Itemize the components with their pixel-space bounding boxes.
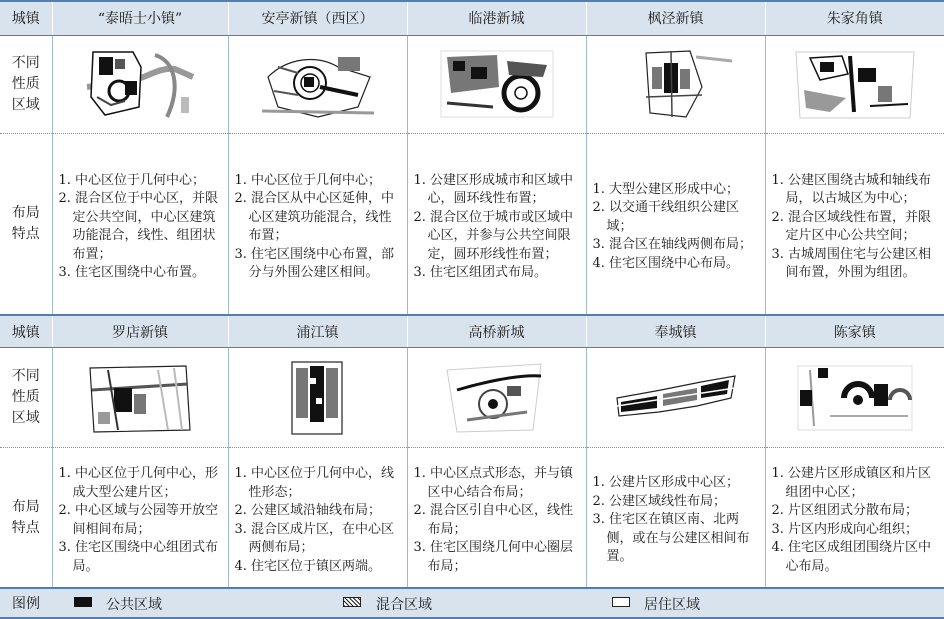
header-label: 城镇 [0, 1, 52, 35]
map-row-bottom [0, 348, 944, 448]
row-label-layout: 布局 特点 [0, 448, 52, 588]
feature-item: 1. 公建区围绕古城和轴线布局，以古城区为中心； [771, 172, 932, 207]
feature-item: 1. 中心区位于几何中心，形成大型公建片区； [58, 466, 219, 500]
feature-item: 3. 古城周围住宅与公建区相间布置，外围为组团。 [771, 246, 932, 281]
feature-item: 3. 混合区在轴线两侧布局； [592, 237, 753, 253]
town-map-image [790, 360, 920, 436]
legend-label: 居住区域 [644, 596, 700, 613]
feature-item: 3. 住宅区围绕中心布置。 [58, 265, 206, 281]
feature-item: 2. 以交通干线组织公建区域； [592, 200, 740, 234]
feature-item: 1. 公建片区形成镇区和片区组团中心区； [771, 466, 932, 500]
town-name: 奉城镇 [586, 315, 765, 347]
map-thumbnail [765, 35, 944, 133]
feature-item: 1. 大型公建区形成中心； [592, 181, 740, 197]
town-map-image [437, 360, 557, 436]
feature-item: 2. 混合区位于城市或区域中心区，并参与公共空间限定，圆环形线性布置； [413, 209, 574, 262]
map-thumbnail [228, 348, 407, 448]
town-map-image [616, 47, 736, 121]
town-name: 临港新城 [407, 1, 586, 35]
town-map-image [78, 360, 202, 436]
map-thumbnail [407, 348, 586, 448]
feature-item: 2. 公建区域沿轴线布局； [234, 503, 382, 519]
feature-item: 1. 公建片区形成中心区； [592, 475, 740, 491]
feature-item: 3. 混合区成片区，在中心区两侧布局； [234, 521, 395, 556]
map-thumbnail [407, 35, 586, 133]
feature-item: 4. 住宅区成组团围绕片区中心布局。 [771, 540, 932, 574]
town-features [407, 448, 586, 588]
map-row-top [0, 35, 944, 133]
town-map-image [278, 358, 358, 438]
feature-item: 2. 混合区域线性布置，并限定片区中心公共空间； [771, 209, 932, 244]
feature-item: 2. 公建区域线性布局； [592, 493, 727, 509]
feature-item: 4. 住宅区位于镇区两端。 [234, 558, 382, 574]
legend-items [52, 588, 944, 618]
feature-row-bottom [0, 448, 944, 588]
map-thumbnail [52, 348, 228, 448]
feature-item: 1. 公建区形成城市和区域中心，圆环线性布置； [413, 172, 574, 207]
public-area-swatch [74, 597, 92, 607]
town-name: 朱家角镇 [765, 1, 944, 35]
town-map-image [611, 368, 741, 428]
header-row-top [0, 1, 944, 35]
feature-item: 2. 中心区域与公园等开放空间相间布局； [58, 503, 219, 537]
map-thumbnail [228, 35, 407, 133]
town-map-image [790, 46, 920, 122]
town-features [586, 133, 765, 315]
feature-item: 1. 中心区位于几何中心； [58, 172, 206, 188]
town-name: 陈家镇 [765, 315, 944, 347]
town-features [228, 133, 407, 315]
town-name: 罗店新镇 [52, 315, 228, 347]
row-label-zones: 不同 性质 区域 [0, 348, 52, 448]
map-thumbnail [586, 348, 765, 448]
town-features [52, 133, 228, 315]
town-map-image [437, 47, 557, 121]
feature-item: 1. 中心区点式形态，并与镇区中心结合布局； [413, 466, 574, 500]
row-label-layout: 布局 特点 [0, 133, 52, 315]
legend-row [0, 588, 944, 618]
town-name: 浦江镇 [228, 315, 407, 347]
feature-item: 3. 住宅区围绕几何中心圈层布局； [413, 540, 574, 574]
feature-item: 2. 混合区位于中心区，并限定公共空间，中心区建筑功能混合，线性、组团状布置； [58, 191, 219, 262]
map-thumbnail [765, 348, 944, 448]
town-features [586, 448, 765, 588]
town-map-image [258, 47, 378, 121]
legend-label: 混合区域 [376, 596, 432, 613]
map-thumbnail [52, 35, 228, 133]
town-features [407, 133, 586, 315]
town-features [765, 448, 944, 588]
mixed-area-swatch [343, 597, 361, 607]
legend-label: 公共区域 [106, 596, 162, 613]
town-name: 安亭新镇（西区） [228, 1, 407, 35]
feature-item: 2. 混合区从中心区延伸，中心区建筑功能混合，线性布置； [234, 191, 395, 244]
feature-item: 3. 片区内形成向心组织； [771, 521, 919, 537]
feature-item: 1. 中心区位于几何中心； [234, 172, 382, 188]
feature-item: 1. 中心区位于几何中心，线性形态； [234, 466, 395, 500]
town-name: 枫泾新镇 [586, 1, 765, 35]
map-thumbnail [586, 35, 765, 133]
feature-item: 3. 住宅区围绕中心布置，部分与外围公建区相间。 [234, 246, 395, 281]
town-features [52, 448, 228, 588]
row-label-zones: 不同 性质 区域 [0, 35, 52, 133]
feature-item: 3. 住宅区围绕中心组团式布局。 [58, 540, 219, 574]
feature-item: 3. 住宅区在镇区南、北两侧，或在与公建区相间布置。 [592, 512, 750, 565]
feature-item: 2. 片区组团式分散布局； [771, 503, 919, 519]
town-name: 高桥新城 [407, 315, 586, 347]
town-name: “泰晤士小镇” [52, 1, 228, 35]
town-features [228, 448, 407, 588]
residential-area-swatch [612, 597, 630, 607]
header-row-bottom [0, 315, 944, 347]
feature-item: 2. 混合区引自中心区，线性布局； [413, 503, 574, 537]
town-map-image [85, 47, 195, 121]
header-label: 城镇 [0, 315, 52, 347]
feature-item: 4. 住宅区围绕中心布局。 [592, 255, 740, 271]
town-features [765, 133, 944, 315]
feature-row-top [0, 133, 944, 315]
feature-item: 3. 住宅区组团式布局。 [413, 265, 548, 281]
legend-title: 图例 [0, 588, 52, 618]
